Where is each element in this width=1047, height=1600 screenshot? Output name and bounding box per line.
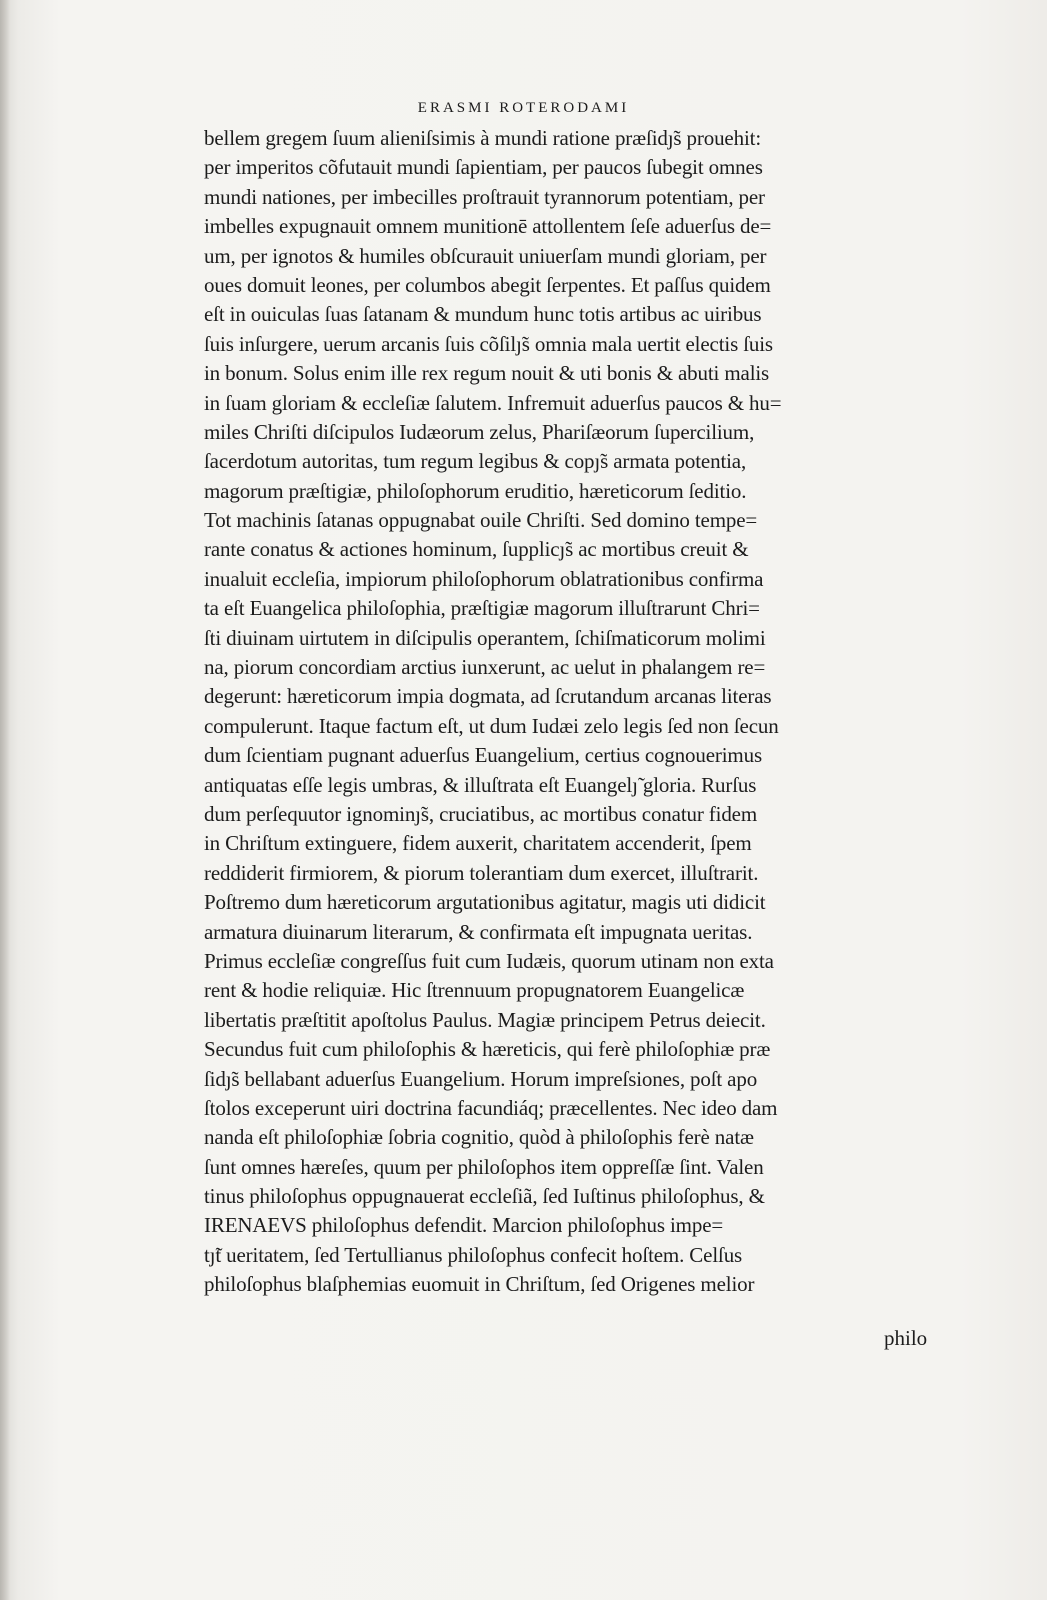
text-line: armatura diuinarum literarum, & confirmata eſt impugnata ueritas.	[204, 919, 753, 944]
text-line: in ſuam gloriam & eccleſiæ ſalutem. Infremuit aduerſus paucos & hu=	[204, 390, 782, 415]
text-line: dum ſcientiam pugnant aduerſus Euangelium, certius cognouerimus	[204, 743, 762, 768]
text-line: Primus eccleſiæ congreſſus fuit cum Iudæis, quorum utinam non exta	[204, 948, 774, 973]
text-line: nanda eſt philoſophiæ ſobria cognitio, quòd à philoſophis ferè natæ	[204, 1125, 754, 1150]
text-line: inualuit eccleſia, impiorum philoſophorum oblatrationibus confirma	[204, 566, 764, 591]
text-line: degerunt: hæreticorum impia dogmata, ad ſcrutandum arcanas literas	[204, 684, 772, 709]
running-head: ERASMI ROTERODAMI	[417, 100, 630, 116]
text-line: ſidȷ̃s bellabant aduerſus Euangelium. Horum impreſsiones, poſt apo	[204, 1066, 758, 1091]
text-line: ſunt omnes hæreſes, quum per philoſophos item oppreſſæ ſint. Valen	[204, 1154, 764, 1179]
text-line: eſt in ouiculas ſuas ſatanam & mundum hunc totis artibus ac uiribus	[204, 302, 762, 327]
text-line: in bonum. Solus enim ille rex regum nouit & uti bonis & abuti malis	[204, 361, 770, 386]
text-line: IRENAEVS philoſophus defendit. Marcion philoſophus impe=	[204, 1213, 724, 1238]
text-line: ſuis inſurgere, uerum arcanis ſuis cõſilȷ̃s omnia mala uertit electis ſuis	[204, 331, 773, 356]
catchword: philo	[884, 1326, 928, 1350]
text-line: um, per ignotos & humiles obſcurauit uniuerſam mundi gloriam, per	[204, 243, 767, 268]
text-line: dum perſequutor ignominȷ̃s, cruciatibus, ac mortibus conatur fidem	[204, 801, 758, 826]
text-line: imbelles expugnauit omnem munitionē attollentem ſeſe aduerſus de=	[204, 214, 772, 239]
text-line: libertatis præſtitit apoſtolus Paulus. Magiæ principem Petrus deiecit.	[204, 1007, 766, 1032]
text-line: mundi nationes, per imbecilles proſtrauit tyrannorum potentiam, per	[204, 184, 765, 209]
text-line: Secundus fuit cum philoſophis & hæreticis, qui ferè philoſophiæ præ	[204, 1037, 771, 1062]
text-line: bellem gregem ſuum alieniſsimis à mundi ratione præſidȷ̃s prouehit:	[204, 126, 761, 150]
text-line: oues domuit leones, per columbos abegit ſerpentes. Et paſſus quidem	[204, 272, 771, 297]
text-line: Poſtremo dum hæreticorum argutationibus agitatur, magis uti didicit	[204, 890, 766, 915]
text-line: rante conatus & actiones hominum, ſupplicȷ̃s ac mortibus creuit &	[204, 537, 749, 562]
text-line: in Chriſtum extinguere, fidem auxerit, charitatem accenderit, ſpem	[204, 831, 752, 856]
text-line: magorum præſtigiæ, philoſophorum eruditio, hæreticorum ſeditio.	[204, 478, 747, 503]
text-line: tȷ̃t ueritatem, ſed Tertullianus philoſophus confecit hoſtem. Celſus	[204, 1242, 743, 1267]
text-line: philoſophus blaſphemias euomuit in Chriſtum, ſed Origenes melior	[204, 1272, 755, 1297]
text-line: reddiderit firmiorem, & piorum tolerantiam dum exercet, illuſtrarit.	[204, 860, 759, 885]
text-line: Tot machinis ſatanas oppugnabat ouile Chriſti. Sed domino tempe=	[204, 508, 758, 533]
text-line: ſacerdotum autoritas, tum regum legibus & copȷ̃s armata potentia,	[204, 449, 747, 474]
binding-shadow	[0, 0, 10, 1600]
text-line: miles Chriſti diſcipulos Iudæorum zelus, Phariſæorum ſupercilium,	[204, 419, 755, 444]
text-line: per imperitos cõfutauit mundi ſapientiam, per paucos ſubegit omnes	[204, 155, 763, 180]
text-line: compulerunt. Itaque factum eſt, ut dum Iudæi zelo legis ſed non ſecun	[204, 713, 779, 738]
text-block	[204, 124, 968, 1300]
text-line: ſti diuinam uirtutem in diſcipulis operantem, ſchiſmaticorum molimi	[204, 625, 766, 650]
text-line: tinus philoſophus oppugnauerat eccleſiã, ſed Iuſtinus philoſophus, &	[204, 1184, 765, 1209]
text-line: antiquatas eſſe legis umbras, & illuſtrata eſt Euangelȷ̃ gloria. Rurſus	[204, 772, 757, 797]
text-line: rent & hodie reliquiæ. Hic ſtrennuum propugnatorem Euangelicæ	[204, 978, 745, 1003]
text-line: ſtolos exceperunt uiri doctrina facundiáq; præcellentes. Nec ideo dam	[204, 1095, 778, 1120]
text-line: ta eſt Euangelica philoſophia, præſtigiæ magorum illuſtrarunt Chri=	[204, 596, 760, 621]
text-line: na, piorum concordiam arctius iunxerunt, ac uelut in phalangem re=	[204, 655, 766, 680]
